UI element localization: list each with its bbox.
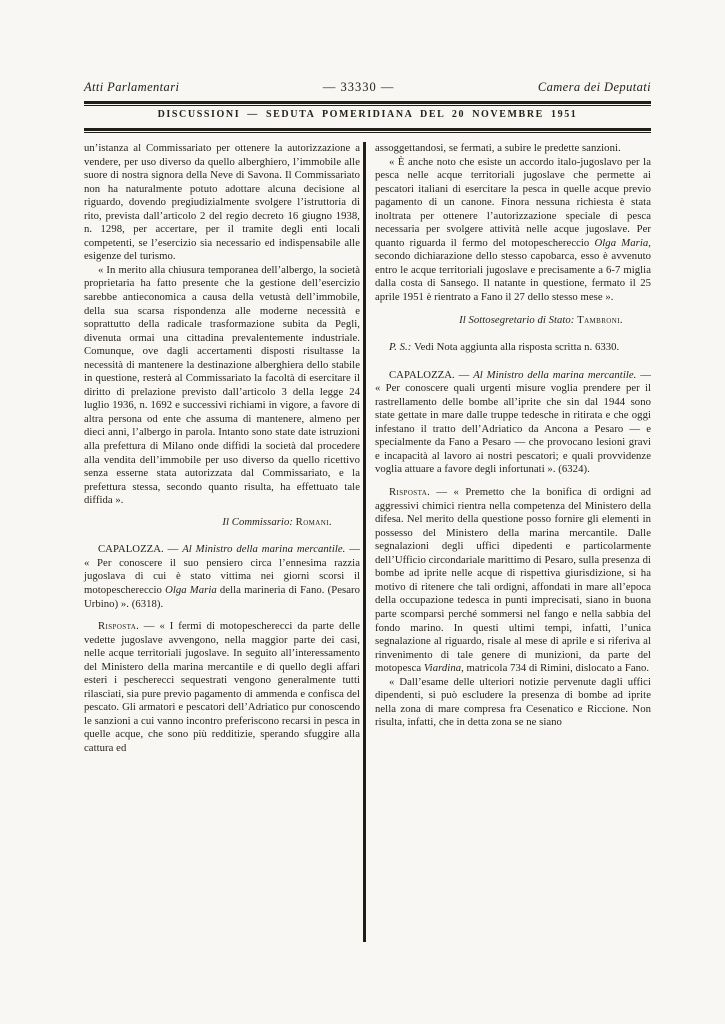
text-segment: CAPALOZZA. — xyxy=(389,368,474,381)
text-segment: della marineria di Fano. (Pesaro Urbino) ». (6318). xyxy=(84,583,360,610)
text-segment: Viardina xyxy=(423,662,462,675)
text-segment: Il Commissario: xyxy=(222,515,296,528)
text-segment: P. S.: xyxy=(389,341,415,354)
text-body xyxy=(84,142,651,756)
right-column xyxy=(375,142,651,756)
text-segment: , matricola 734 di Rimini, dislocato a Fano. xyxy=(461,662,650,675)
text-segment: Risposta xyxy=(98,620,137,633)
paragraph-risposta-6318 xyxy=(84,620,360,755)
paragraph-interrogation-6324 xyxy=(375,369,651,477)
text-segment: , secondo dichiarazione dello stesso capobarca, esso è avvenuto entro le acque territoriali jugoslave e precisamente a 6-7 miglia dalla costa di Sansego. Il natante in questione, fermato il 25 aprile 1951 è rientrato a Fano il 27 dello stesso mese ». xyxy=(375,236,651,304)
text-segment: assoggettandosi, se fermati, a subire le predette sanzioni. xyxy=(375,142,621,154)
text-segment: Tambroni. xyxy=(577,313,623,326)
text-segment: Al Ministro della marina mercantile. xyxy=(473,368,641,381)
column-divider-rule xyxy=(363,142,366,942)
text-segment: . — « Premetto che la bonifica di ordigni ad aggressivi chimici rientra nella competenza del Ministero della difesa. Nel merito della questione posso fornire gli elementi in possesso del Ministero della marina mercantile. Dalle segnalazioni degli uffici dipedenti e particolarmente dell’Ufficio circondariale marittimo di Pesaro, sulla presenza di bombe ad iprite nelle acque di rispettiva giurisdizione, si ha motivo di ritenere che tali ordigni, affondati in mare all’epoca della occupazione tedesca in punti imprecisati, siano in buona parte scomparsi perché sommersi nel fango e nella sabbia del fondo marino. In questi ultimi tempi, infatti, l’unica segnalazione al riguardo, risale al mese di aprile e si riferiva al rinvenimento di tale genere di munizioni, da parte del motopesca xyxy=(375,486,651,675)
paragraph-quote xyxy=(375,676,651,730)
signature-sottosegretario xyxy=(375,314,651,328)
running-head-right: Camera dei Deputati xyxy=(537,80,651,94)
page-number: — 33330 — xyxy=(322,80,395,94)
text-segment: Olga Maria xyxy=(594,236,649,249)
text-segment: Al Ministro della marina mercantile. xyxy=(182,543,350,556)
text-segment: un’istanza al Commissariato per ottenere la autorizzazione a vendere, per uso diverso da quello alberghiero, l’immobile alle suore di nostra signora della Neve di Savona. Il Commissariato non ha naturalmente potuto adottare alcuna decisione al riguardo, dovendo pregiudizialmente svolgere l’istruttoria di rito, prevista dall’articolo 2 del regio decreto 16 giugno 1938, n. 1298, per accertare, per il tramite degli enti locali competenti, se l’esercizio sia necessario ed indispensabile alle esigenze del turismo. xyxy=(84,142,360,263)
text-segment: Romani. xyxy=(295,515,332,528)
paragraph-interrogation-6318 xyxy=(84,543,360,611)
text-segment: Olga Maria xyxy=(165,583,220,596)
header-rule-bottom xyxy=(84,128,651,133)
text-segment: Risposta xyxy=(389,486,428,499)
paragraph-continuation xyxy=(375,142,651,156)
paragraph-quote xyxy=(84,264,360,508)
text-segment: CAPALOZZA. — xyxy=(98,543,183,556)
text-segment: « Dall’esame delle ulteriori notizie pervenute dagli uffici dipendenti, si può escludere la presenza di bombe ad iprite nella zona di mare compresa fra Cesenatico e Riccione. Non risulta, infatti, che in detta zona se ne siano xyxy=(375,675,651,729)
paragraph-postscript xyxy=(375,341,651,355)
paragraph-continuation xyxy=(84,142,360,264)
running-head-left: Atti Parlamentari xyxy=(84,80,180,94)
paragraph-quote xyxy=(375,156,651,305)
left-column xyxy=(84,142,360,756)
signature-commissario xyxy=(84,516,360,530)
session-title: DISCUSSIONI — SEDUTA POMERIDIANA DEL 20 NOVEMBRE 1951 xyxy=(157,109,578,120)
running-head xyxy=(84,80,651,95)
text-segment: Vedi Nota aggiunta alla risposta scritta n. 6330. xyxy=(414,341,620,354)
text-segment: . — « I fermi di motopescherecci da parte delle vedette jugoslave avvengono, nella maggior parte dei casi, nelle acque territoriali jugoslave. In seguito all’interessamento del Ministero della marina mercantile e di quello degli affari esteri i pescherecci sequestrati vengono generalmente tutti rilasciati, sia pure previo pagamento di ammenda e confisca del pescato. Gli armatori e pescatori dell’Adriatico pur conoscendo le sanzioni a cui vanno incontro preferiscono recarsi in pesca in quelle acque, che sono più redditizie, sperando sfuggire alla cattura ed xyxy=(84,620,360,754)
text-segment: « È anche noto che esiste un accordo italo-jugoslavo per la pesca nelle acque territoriali jugoslave che permette ai pescatori italiani di esercitare la pesca in quelle acque previo pagamento di un canone. Finora nessuna richiesta è stata inoltrata per ottenere l’autorizzazione speciale di pesca necessaria per svolgere attività nelle acque jugoslave. Per quanto riguarda il fermo del motopeschereccio xyxy=(375,155,651,249)
header-rule-top xyxy=(84,101,651,106)
text-segment: Il Sottosegretario di Stato: xyxy=(459,313,578,326)
text-segment: — « Per conoscere il suo pensiero circa l’ennesima razzia jugoslava di cui è stato vittima nei giorni scorsi il motopeschereccio xyxy=(84,543,360,596)
paragraph-risposta-6324 xyxy=(375,486,651,676)
text-segment: « In merito alla chiusura temporanea dell’albergo, la società proprietaria ha fatto presente che la gestione dell’esercizio sarebbe antieconomica a causa della vetustà dell’immobile, della sua scarsa rispondenza alle moderne necessità e soprattutto della radicale trasformazione subita da Pegli, divenuta ormai una cittadina prevalentemente industriale. Comunque, ove dagli accertamenti disposti risultasse la necessità di mantenere la destinazione alberghiera dello stabile in questione, resterà al Commissariato la facoltà di esercitare il diritto di prelazione previsto dall’articolo 3 della legge 24 luglio 1936, n. 1692 e successivi richiami in vigore, a favore di altra persona od ente che assuma di mantenere, almeno per dieci anni, l’albergo in parola. Intanto sono state date istruzioni alla prefettura di Milano onde diffidi la società dal procedere alla vendita dell’immobile per uso diverso da quello ricettivo senza esserne stata autorizzata dal Commissariato, e la prefettura stessa, secondo quanto risulta, ha effettuato tale diffida ». xyxy=(84,263,360,507)
text-segment: — « Per conoscere quali urgenti misure voglia prendere per il rastrellamento delle bombe all’iprite che sin dal 1944 sono state gettate in mare dalle truppe tedesche in ritirata e che oggi infestano il tratto dell’Adriatico da Ancona a Pesaro — e specialmente da Fano a Pesaro — che provocano lesioni gravi e incapacità al lavoro ai nostri pescatori; e quali provvidenze voglia attuare a favore degli infortunati ». (6324). xyxy=(375,368,651,476)
